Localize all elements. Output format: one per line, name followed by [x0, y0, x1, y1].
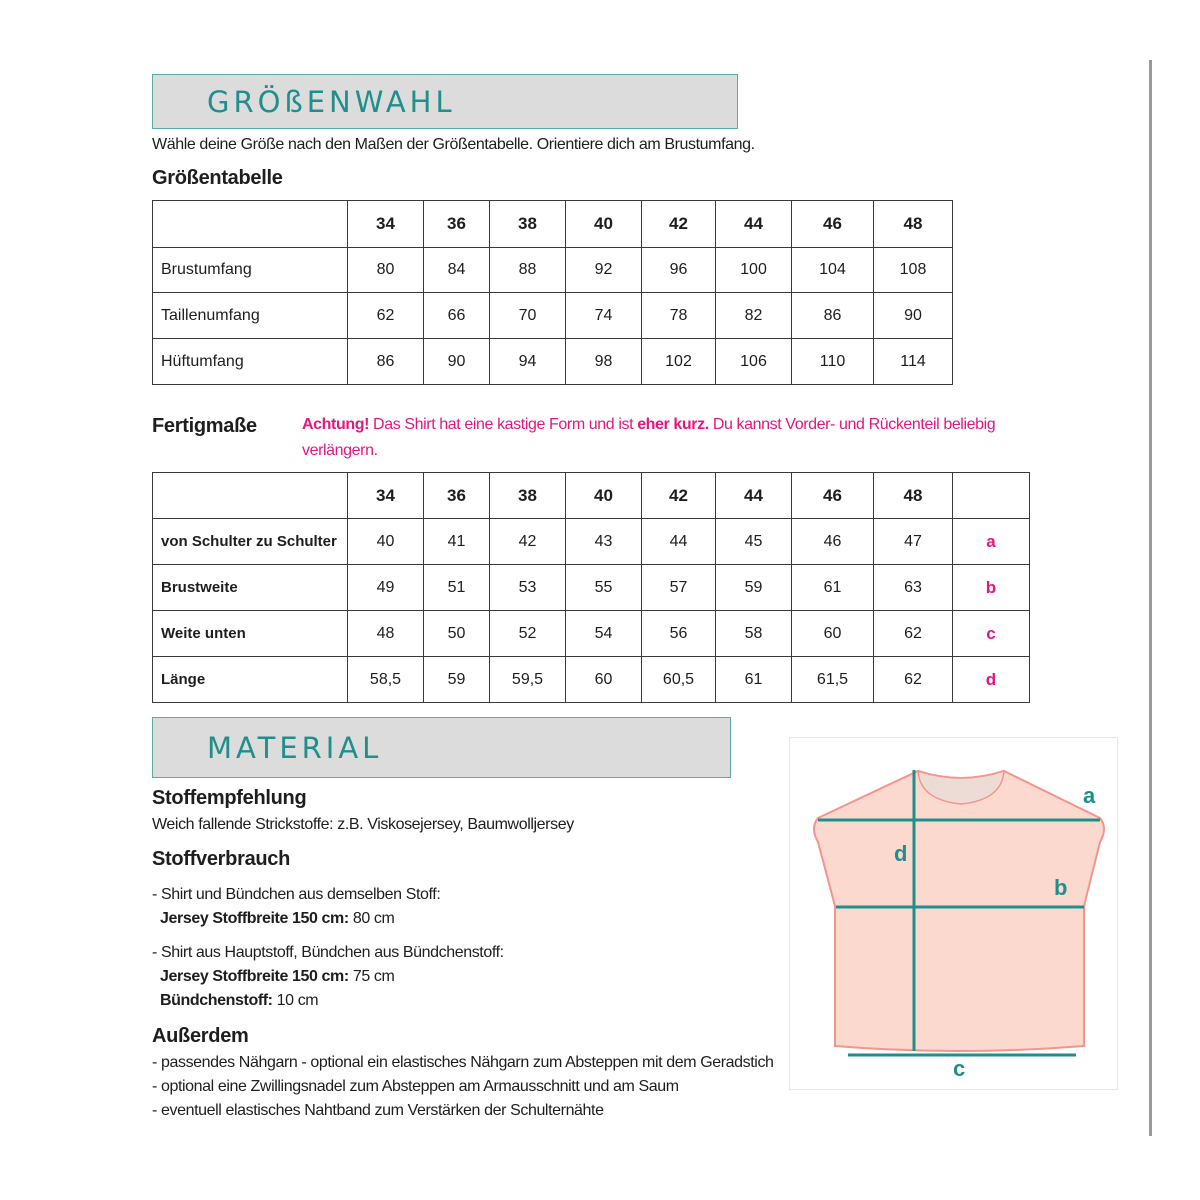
table-cell: 43: [566, 519, 642, 565]
diagram-label-b: b: [1054, 875, 1068, 900]
diagram-label-a: a: [1083, 783, 1096, 808]
table-cell: 70: [490, 293, 566, 339]
table-cell: 78: [642, 293, 716, 339]
table-cell: 84: [424, 248, 490, 293]
table-cell: 56: [642, 611, 716, 657]
table-cell: 59: [716, 565, 792, 611]
row-label-taillenumfang: Taillenumfang: [153, 293, 348, 339]
letter-header-cell: [953, 473, 1030, 519]
size-table: [152, 200, 953, 385]
table-cell: 46: [792, 519, 874, 565]
fabric-title: Stoffempfehlung: [152, 787, 307, 809]
size-header-cell: 44: [716, 201, 792, 248]
table-row: [153, 565, 1030, 611]
table-cell: 42: [490, 519, 566, 565]
note-text: Du kannst Vorder- und Rückenteil beliebig: [708, 416, 996, 433]
table-cell: 110: [792, 339, 874, 385]
table-cell: 60: [566, 657, 642, 703]
table-cell: 92: [566, 248, 642, 293]
table-cell: 45: [716, 519, 792, 565]
row-label-schulter: von Schulter zu Schulter: [153, 519, 348, 565]
table-row: [153, 519, 1030, 565]
size-header-cell: 46: [792, 201, 874, 248]
size-header-cell: 40: [566, 473, 642, 519]
table-cell: 88: [490, 248, 566, 293]
size-header-cell: 40: [566, 201, 642, 248]
size-header-cell: 46: [792, 473, 874, 519]
measure-letter-b: b: [953, 565, 1030, 611]
table-cell: 62: [874, 611, 953, 657]
size-header-cell: 38: [490, 201, 566, 248]
list-item: - eventuell elastisches Nahtband zum Verstärken der Schulternähte: [152, 1102, 604, 1119]
table-cell: 44: [642, 519, 716, 565]
note-emphasis: eher kurz.: [637, 416, 709, 433]
table-cell: 48: [348, 611, 424, 657]
table-row: [153, 248, 953, 293]
table-cell: 98: [566, 339, 642, 385]
table-cell: 58: [716, 611, 792, 657]
usage-option2-rib: [160, 992, 318, 1010]
intro-text: Wähle deine Größe nach den Maßen der Größentabelle. Orientiere dich am Brustumfang.: [152, 136, 755, 153]
table-cell: 66: [424, 293, 490, 339]
row-label-laenge: Länge: [153, 657, 348, 703]
table-cell: 54: [566, 611, 642, 657]
table-cell: 86: [348, 339, 424, 385]
note-warning: Achtung!: [302, 416, 370, 433]
diagram-label-d: d: [894, 841, 908, 866]
table-cell: 60: [792, 611, 874, 657]
table-cell: 58,5: [348, 657, 424, 703]
table-cell: 102: [642, 339, 716, 385]
table-cell: 61: [716, 657, 792, 703]
measure-letter-d: d: [953, 657, 1030, 703]
table-cell: 50: [424, 611, 490, 657]
option2-label: Jersey Stoffbreite 150 cm:: [160, 968, 349, 985]
table-row: [153, 293, 953, 339]
finished-title: Fertigmaße: [152, 415, 257, 437]
size-header-cell: 36: [424, 201, 490, 248]
row-label-weite-unten: Weite unten: [153, 611, 348, 657]
size-header-cell: 48: [874, 201, 953, 248]
table-cell: 90: [424, 339, 490, 385]
table-cell: 40: [348, 519, 424, 565]
table-cell: 96: [642, 248, 716, 293]
usage-title: Stoffverbrauch: [152, 848, 291, 870]
extra-title: Außerdem: [152, 1025, 249, 1047]
table-cell: 59,5: [490, 657, 566, 703]
option1-value: 80 cm: [348, 910, 395, 927]
size-header-cell: 34: [348, 201, 424, 248]
table-cell: 114: [874, 339, 953, 385]
table-row: [153, 339, 953, 385]
finished-table-corner-cell: [153, 473, 348, 519]
row-label-brustumfang: Brustumfang: [153, 248, 348, 293]
finished-table-header-row: [153, 473, 1030, 519]
size-table-header-row: [153, 201, 953, 248]
shirt-measurement-diagram: [789, 737, 1118, 1090]
size-table-title: Größentabelle: [152, 167, 283, 189]
table-cell: 60,5: [642, 657, 716, 703]
table-cell: 53: [490, 565, 566, 611]
table-cell: 104: [792, 248, 874, 293]
section-title-material: MATERIAL: [207, 731, 383, 765]
table-cell: 61,5: [792, 657, 874, 703]
table-cell: 106: [716, 339, 792, 385]
table-cell: 49: [348, 565, 424, 611]
row-label-hueftumfang: Hüftumfang: [153, 339, 348, 385]
finished-note-line2: verlängern.: [302, 442, 378, 459]
table-cell: 80: [348, 248, 424, 293]
section-header-size: [152, 74, 738, 129]
size-header-cell: 42: [642, 201, 716, 248]
size-header-cell: 38: [490, 473, 566, 519]
note-text: Das Shirt hat eine kastige Form und ist: [369, 416, 638, 433]
section-header-material: [152, 717, 731, 778]
size-table-corner-cell: [153, 201, 348, 248]
table-cell: 57: [642, 565, 716, 611]
size-header-cell: 42: [642, 473, 716, 519]
table-cell: 59: [424, 657, 490, 703]
table-cell: 86: [792, 293, 874, 339]
table-cell: 90: [874, 293, 953, 339]
size-header-cell: 34: [348, 473, 424, 519]
table-row: [153, 611, 1030, 657]
usage-option1: - Shirt und Bündchen aus demselben Stoff:: [152, 886, 441, 903]
list-item: - passendes Nähgarn - optional ein elastisches Nähgarn zum Absteppen mit dem Geradstich: [152, 1054, 774, 1071]
shirt-body-shape: [814, 771, 1104, 1051]
diagram-label-c: c: [953, 1056, 966, 1081]
table-cell: 41: [424, 519, 490, 565]
table-cell: 51: [424, 565, 490, 611]
measure-letter-c: c: [953, 611, 1030, 657]
table-cell: 62: [348, 293, 424, 339]
option1-label: Jersey Stoffbreite 150 cm:: [160, 910, 349, 927]
size-header-cell: 44: [716, 473, 792, 519]
table-cell: 61: [792, 565, 874, 611]
section-title-size: GRÖßENWAHL: [207, 85, 456, 119]
table-cell: 82: [716, 293, 792, 339]
table-cell: 94: [490, 339, 566, 385]
table-cell: 63: [874, 565, 953, 611]
list-item: - optional eine Zwillingsnadel zum Absteppen am Armausschnitt und am Saum: [152, 1078, 679, 1095]
measure-letter-a: a: [953, 519, 1030, 565]
finished-table: [152, 472, 1030, 703]
page-edge-shadow: [1149, 60, 1152, 1136]
usage-option2: - Shirt aus Hauptstoff, Bündchen aus Bündchenstoff:: [152, 944, 504, 961]
usage-option1-detail: [160, 910, 394, 928]
table-cell: 55: [566, 565, 642, 611]
option2-rib-label: Bündchenstoff:: [160, 992, 273, 1009]
option2-value: 75 cm: [348, 968, 395, 985]
table-cell: 62: [874, 657, 953, 703]
fabric-text: Weich fallende Strickstoffe: z.B. Viskosejersey, Baumwolljersey: [152, 816, 574, 833]
row-label-brustweite: Brustweite: [153, 565, 348, 611]
shirt-diagram-svg: [790, 738, 1119, 1091]
finished-note: [302, 416, 995, 434]
size-header-cell: 48: [874, 473, 953, 519]
table-cell: 74: [566, 293, 642, 339]
table-cell: 47: [874, 519, 953, 565]
table-cell: 100: [716, 248, 792, 293]
table-cell: 108: [874, 248, 953, 293]
table-cell: 52: [490, 611, 566, 657]
table-row: [153, 657, 1030, 703]
option2-rib-value: 10 cm: [272, 992, 319, 1009]
usage-option2-detail: [160, 968, 394, 986]
size-header-cell: 36: [424, 473, 490, 519]
